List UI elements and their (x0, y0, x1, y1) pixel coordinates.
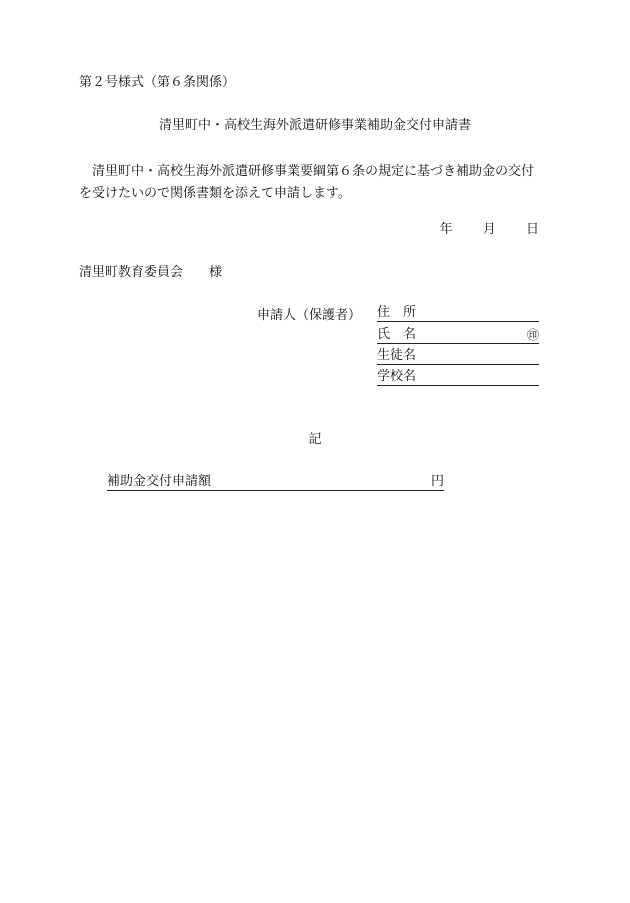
date-year: 年 (439, 222, 453, 237)
student-name-label: 生徒名 (377, 348, 417, 363)
date-month: 月 (482, 222, 496, 237)
name-field[interactable] (377, 327, 539, 344)
form-number: 第２号様式（第６条関係） (79, 75, 236, 90)
applicant-label: 申請人（保護者） (257, 308, 362, 323)
amount-unit: 円 (430, 474, 444, 489)
recipient: 清里町教育委員会 様 (79, 265, 223, 280)
seal-mark: ㊞ (526, 328, 539, 342)
date-day: 日 (525, 222, 539, 237)
body-paragraph: 清里町中・高校生海外派遣研修事業要綱第６条の規定に基づき補助金の交付を受けたいので関係書類を添えて申請します。 (79, 164, 535, 201)
amount-field[interactable] (107, 474, 444, 491)
ki-heading: 記 (308, 432, 322, 447)
amount-label: 補助金交付申請額 (107, 474, 212, 489)
address-label: 住 所 (377, 305, 417, 320)
document-title: 清里町中・高校生海外派遣研修事業補助金交付申請書 (158, 118, 471, 133)
address-field[interactable] (377, 305, 539, 322)
name-label: 氏 名 (377, 327, 417, 342)
school-name-field[interactable] (377, 369, 539, 386)
school-name-label: 学校名 (377, 369, 417, 384)
date-line (414, 223, 539, 236)
student-name-field[interactable] (377, 348, 539, 365)
